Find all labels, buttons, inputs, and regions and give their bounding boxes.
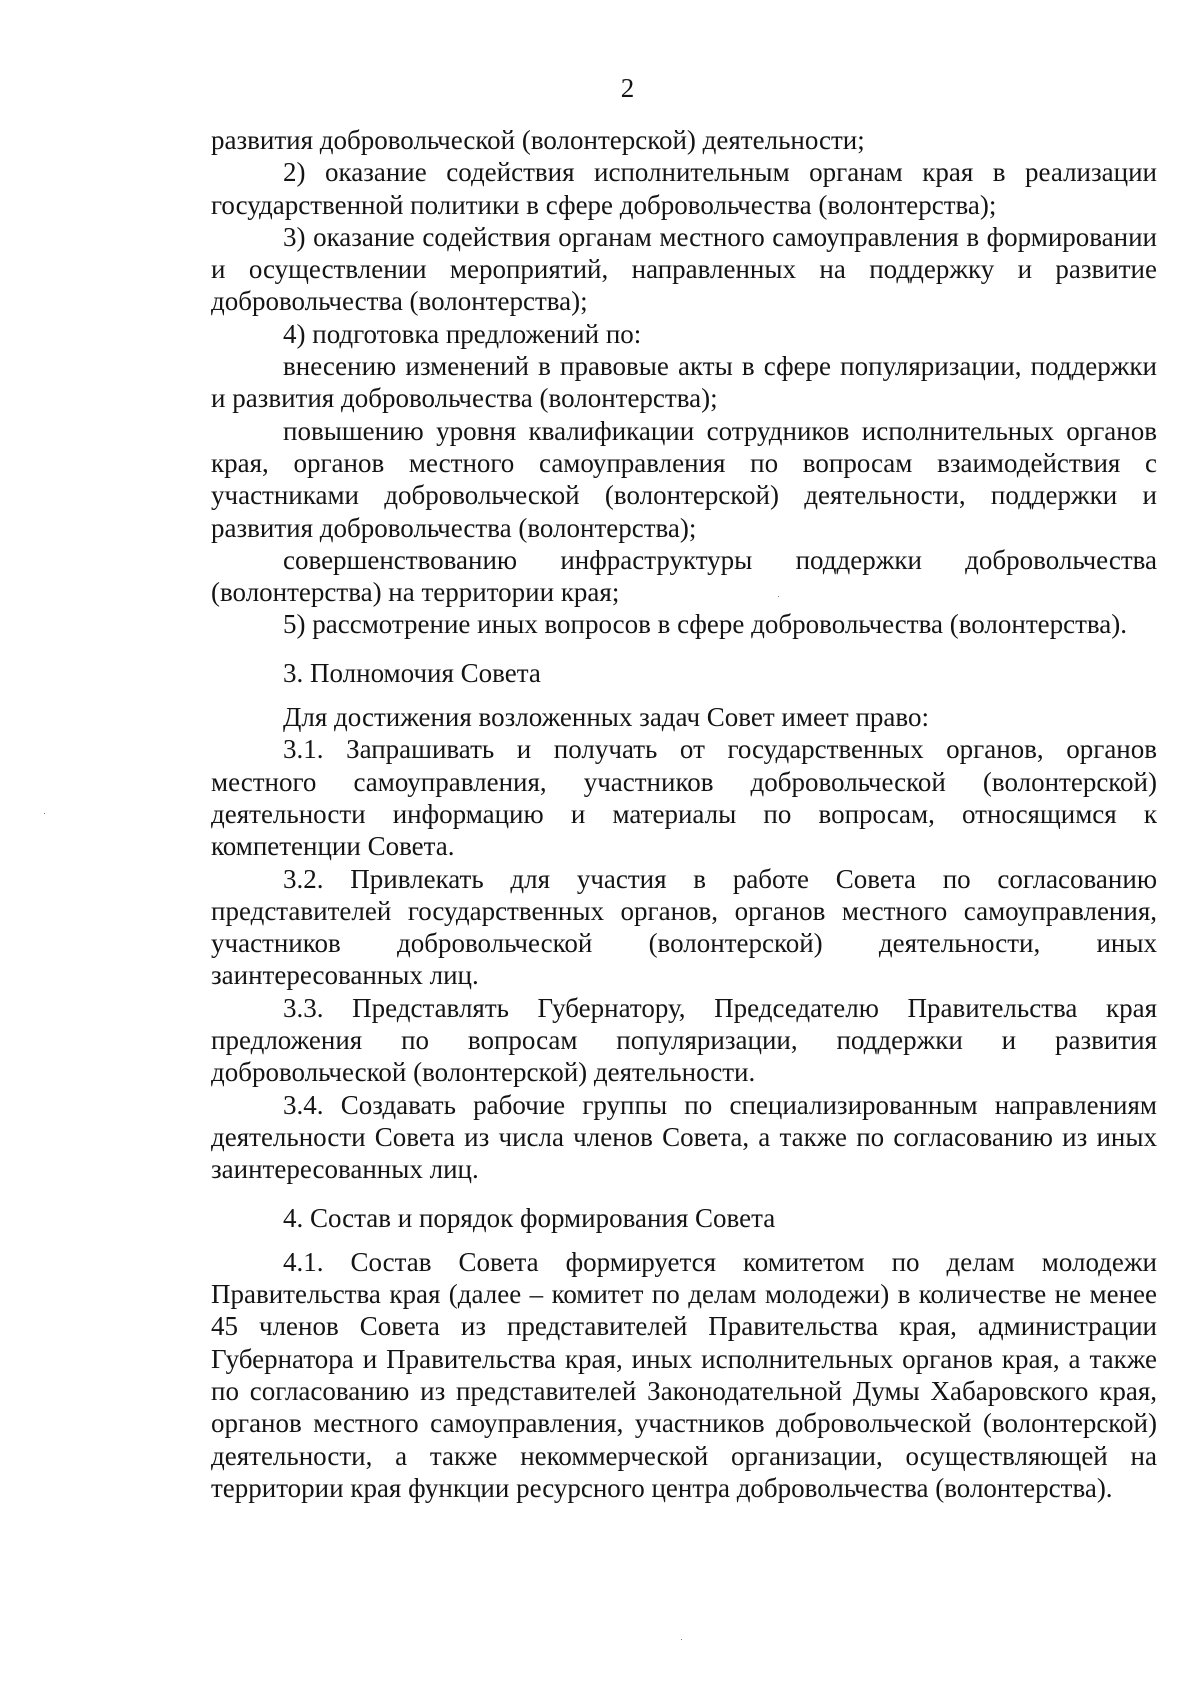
list-item: 4) подготовка предложений по: [283,318,642,349]
list-item: 2) оказание содействия исполнительным органам края в реализации государственной политики в сфере добровольчества (волонтерства); [211,157,1157,220]
clause: 3.2. Привлекать для участия в работе Совета по согласованию представителей государственных органов, органов местного самоуправления, участников добровольческой (волонтерской) деятельности, иных заинтересованных лиц. [211,863,1157,991]
sub-item: повышению уровня квалификации сотрудников исполнительных органов края, органов местного самоуправления по вопросам взаимодействия с участниками добровольческой (волонтерской) деятельности, поддержки и развития добровольчества (волонтерства); [211,415,1157,543]
clause: 3.4. Создавать рабочие группы по специализированным направлениям деятельности Совета из числа членов Совета, а также по согласованию из иных заинтересованных лиц. [211,1089,1157,1185]
paragraph: Для достижения возложенных задач Совет имеет право: [283,702,929,733]
clause: 4.1. Состав Совета формируется комитетом по делам молодежи Правительства края (далее – комитет по делам молодежи) в количестве не менее 45 членов Совета из представителей Правительства края, администрации Губернатора и Правительства края, иных исполнительных органов края, а также по согласованию из представителей Законодательной Думы Хабаровского края, органов местного самоуправления, участников добровольческой (волонтерской) деятельности, а также некоммерческой организации, осуществляющей на территории края функции ресурсного центра добровольчества (волонтерства). [211,1246,1157,1503]
section-heading: 3. Полномочия Совета [283,657,541,688]
document-body [211,124,1157,1504]
list-item: 3) оказание содействия органам местного самоуправления в формировании и осуществлении мероприятий, направленных на поддержку и развитие добровольчества (волонтерства); [211,221,1157,317]
paragraph: развития добровольческой (волонтерской) деятельности; [211,125,865,155]
scan-speck [681,1639,682,1640]
list-item: 5) рассмотрение иных вопросов в сфере добровольчества (волонтерства). [283,609,1128,640]
scan-speck [778,596,779,597]
section-heading: 4. Состав и порядок формирования Совета [283,1202,776,1233]
sub-item: совершенствованию инфраструктуры поддержки добровольчества (волонтерства) на территории края; [211,544,1157,608]
scan-speck [44,813,45,814]
page-number: 2 [620,73,635,103]
clause: 3.1. Запрашивать и получать от государственных органов, органов местного самоуправления, участников добровольческой (волонтерской) деятельности информацию и материалы по вопросам, относящимся к компетенции Совета. [211,734,1157,862]
clause: 3.3. Представлять Губернатору, Председателю Правительства края предложения по вопросам популяризации, поддержки и развития добровольческой (волонтерской) деятельности. [211,992,1157,1088]
sub-item: внесению изменений в правовые акты в сфере популяризации, поддержки и развития добровольчества (волонтерства); [211,351,1157,414]
